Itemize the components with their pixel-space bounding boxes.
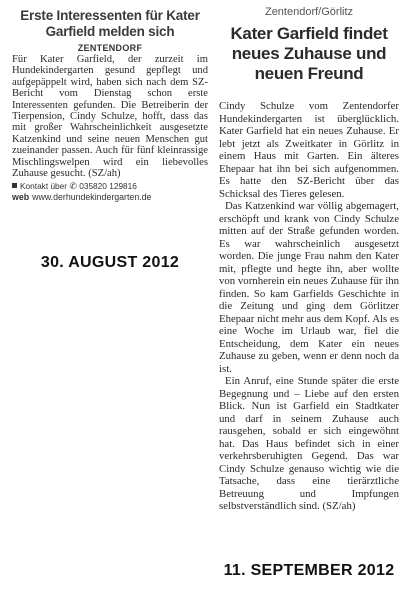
left-dateline: ZENTENDORF	[77, 43, 143, 53]
right-date-stamp: 11. SEPTEMBER 2012	[223, 562, 395, 579]
contact-label: Kontakt über	[20, 181, 68, 192]
right-paragraph: Cindy Schulze vom Zentendorfer Hundekindergarten ist überglücklich. Kater Garfield hat ein neues Zuhause. Er lebt jetzt als Zweitkater in Görlitz in einem Haus mit Garten. Ein älteres Ehepaar hat ihn bei sich aufgenommen. Es hatte den SZ-Bericht über das Schicksal des Tieres gelesen.	[219, 100, 399, 200]
right-dateline: Zentendorf/Görlitz	[264, 6, 354, 18]
phone-icon: ✆	[69, 181, 77, 192]
web-url: www.derhundekindergarten.de	[32, 192, 152, 203]
left-headline: Erste Interessenten für Kater Garfield melden sich	[20, 8, 200, 39]
right-body-text	[219, 100, 399, 513]
bullet-square-icon	[12, 183, 17, 188]
left-body-text: Für Kater Garfield, der zurzeit im Hundekindergarten gesund gepflegt und aufgepäppelt wird, haben sich nach dem SZ-Bericht vom Dienstag schon erste Interessenten gefunden. Die Betreiberin der Tierpension, Cindy Schulze, hofft, dass das mit großer Wahrscheinlichkeit ausgesetzte Katzenkind und seine neuen Menschen gut zueinander passen. Auch für fünf kleinrassige Mischlingswelpen wird ein liebevolles Zuhause gesucht. (SZ/ah)	[12, 54, 208, 180]
web-line	[12, 192, 208, 202]
right-paragraph: Ein Anruf, eine Stunde später die erste Begegnung und – Liebe auf den ersten Blick. Nun ist Garfield ein Stadtkater und darf in seinem Zuhause auch rausgehen, sobald er sich eingewöhnt hat. Das Haus befindet sich in einer verkehrsberuhigten Gegend. Das war Cindy Schulze genauso wichtig wie die Tatsache, dass eine tierärztliche Betreuung und Impfungen selbstverständlich sind. (SZ/ah)	[219, 375, 399, 512]
left-date-stamp: 30. AUGUST 2012	[40, 254, 180, 271]
right-headline: Kater Garfield findet neues Zuhause und neuen Freund	[230, 24, 388, 83]
left-clipping	[12, 8, 208, 202]
contact-line	[12, 181, 208, 192]
right-clipping	[219, 6, 399, 513]
web-label: web	[12, 192, 30, 203]
right-paragraph: Das Katzenkind war völlig abgemagert, erschöpft und krank von Cindy Schulze mitten auf der Straße gefunden worden. Es war wahrscheinlich ausgesetzt worden. Die junge Frau nahm den Kater mit, pflegte und hegte ihn, aber wollte von vornherein ein neues Zuhause für ihn finden. So kam Garfields Geschichte in die Zeitung und ging dem Görlitzer Ehepaar nicht mehr aus dem Kopf. Als es eine Woche im Urlaub war, fiel die Entscheidung, dem Kater ein neues Zuhause zu geben, wenn er denn noch da ist.	[219, 200, 399, 375]
contact-phone: 035820 129816	[79, 181, 137, 192]
